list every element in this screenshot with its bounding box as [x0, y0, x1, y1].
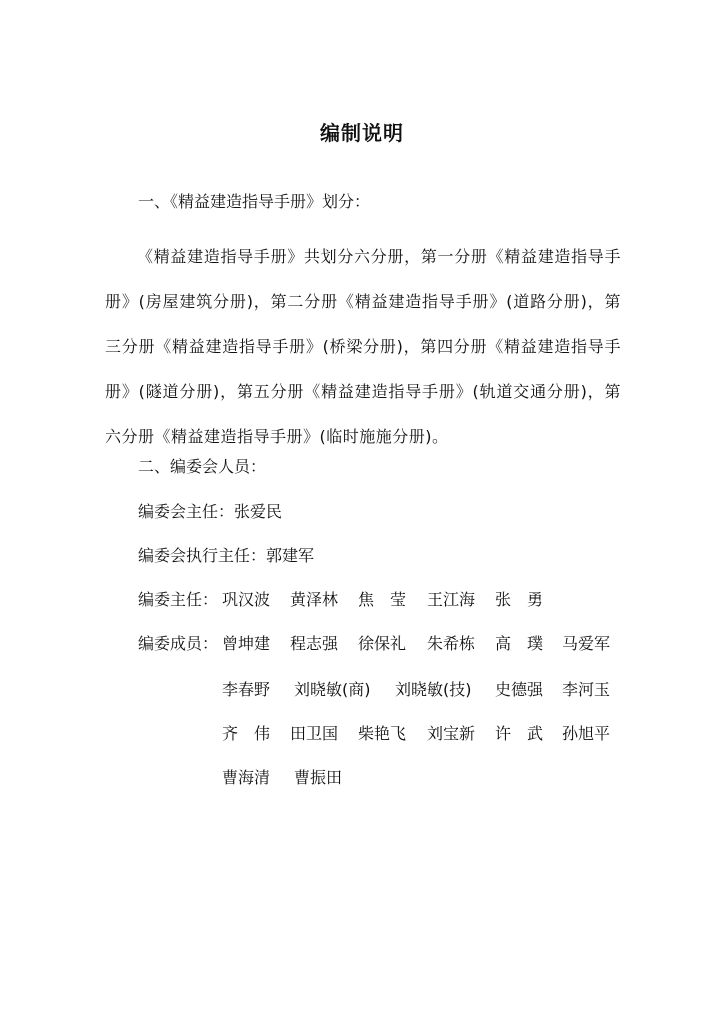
members-row [138, 632, 622, 656]
member-name: 曾坤建 [222, 634, 271, 653]
member-name: 刘晓敏(技) [395, 680, 472, 699]
member-name: 朱希栋 [427, 634, 476, 653]
member-name: 高 璞 [495, 634, 544, 653]
division-paragraph: 《精益建造指导手册》共划分六分册，第一分册《精益建造指导手册》(房屋建筑分册)，第二分册《精益建造指导手册》(道路分册)，第三分册《精益建造指导手册》(桥梁分册)，第四分册《精益建造指导手册》(隧道分册)，第五分册《精益建造指导手册》(轨道交通分册)，第六分册《精益建造指导手册》(临时施施分册)。 [105, 247, 621, 446]
member-name: 马爱军 [562, 634, 611, 653]
page-title: 编制说明 [320, 121, 404, 145]
editors-row [138, 588, 618, 612]
member-name: 李河玉 [562, 680, 611, 699]
member-name: 史德强 [495, 680, 544, 699]
editor-name: 黄泽林 [290, 590, 339, 609]
member-name: 孙旭平 [562, 724, 611, 743]
member-name: 曹振田 [294, 768, 343, 787]
member-name: 徐保礼 [358, 634, 407, 653]
editors-label: 编委主任： [138, 590, 219, 609]
members-row [222, 766, 422, 790]
members-label: 编委成员： [138, 634, 219, 653]
member-name: 刘晓敏(商) [294, 680, 371, 699]
member-name: 许 武 [495, 724, 544, 743]
section-heading-committee: 二、编委会人员： [138, 457, 267, 476]
editor-name: 巩汉波 [222, 590, 271, 609]
member-name: 齐 伟 [222, 724, 271, 743]
section-heading-division: 一、《精益建造指导手册》划分： [138, 192, 371, 211]
member-name: 曹海清 [222, 768, 271, 787]
members-row [222, 722, 622, 746]
member-name: 刘宝新 [427, 724, 476, 743]
members-row [222, 678, 622, 702]
member-name: 李春野 [222, 680, 271, 699]
committee-director: 编委会主任：张爱民 [138, 502, 283, 521]
editor-name: 张 勇 [495, 590, 544, 609]
editor-name: 焦 莹 [358, 590, 407, 609]
member-name: 柴艳飞 [358, 724, 407, 743]
committee-executive-director: 编委会执行主任：郭建军 [138, 546, 315, 565]
editor-name: 王江海 [427, 590, 476, 609]
member-name: 程志强 [290, 634, 339, 653]
member-name: 田卫国 [290, 724, 339, 743]
